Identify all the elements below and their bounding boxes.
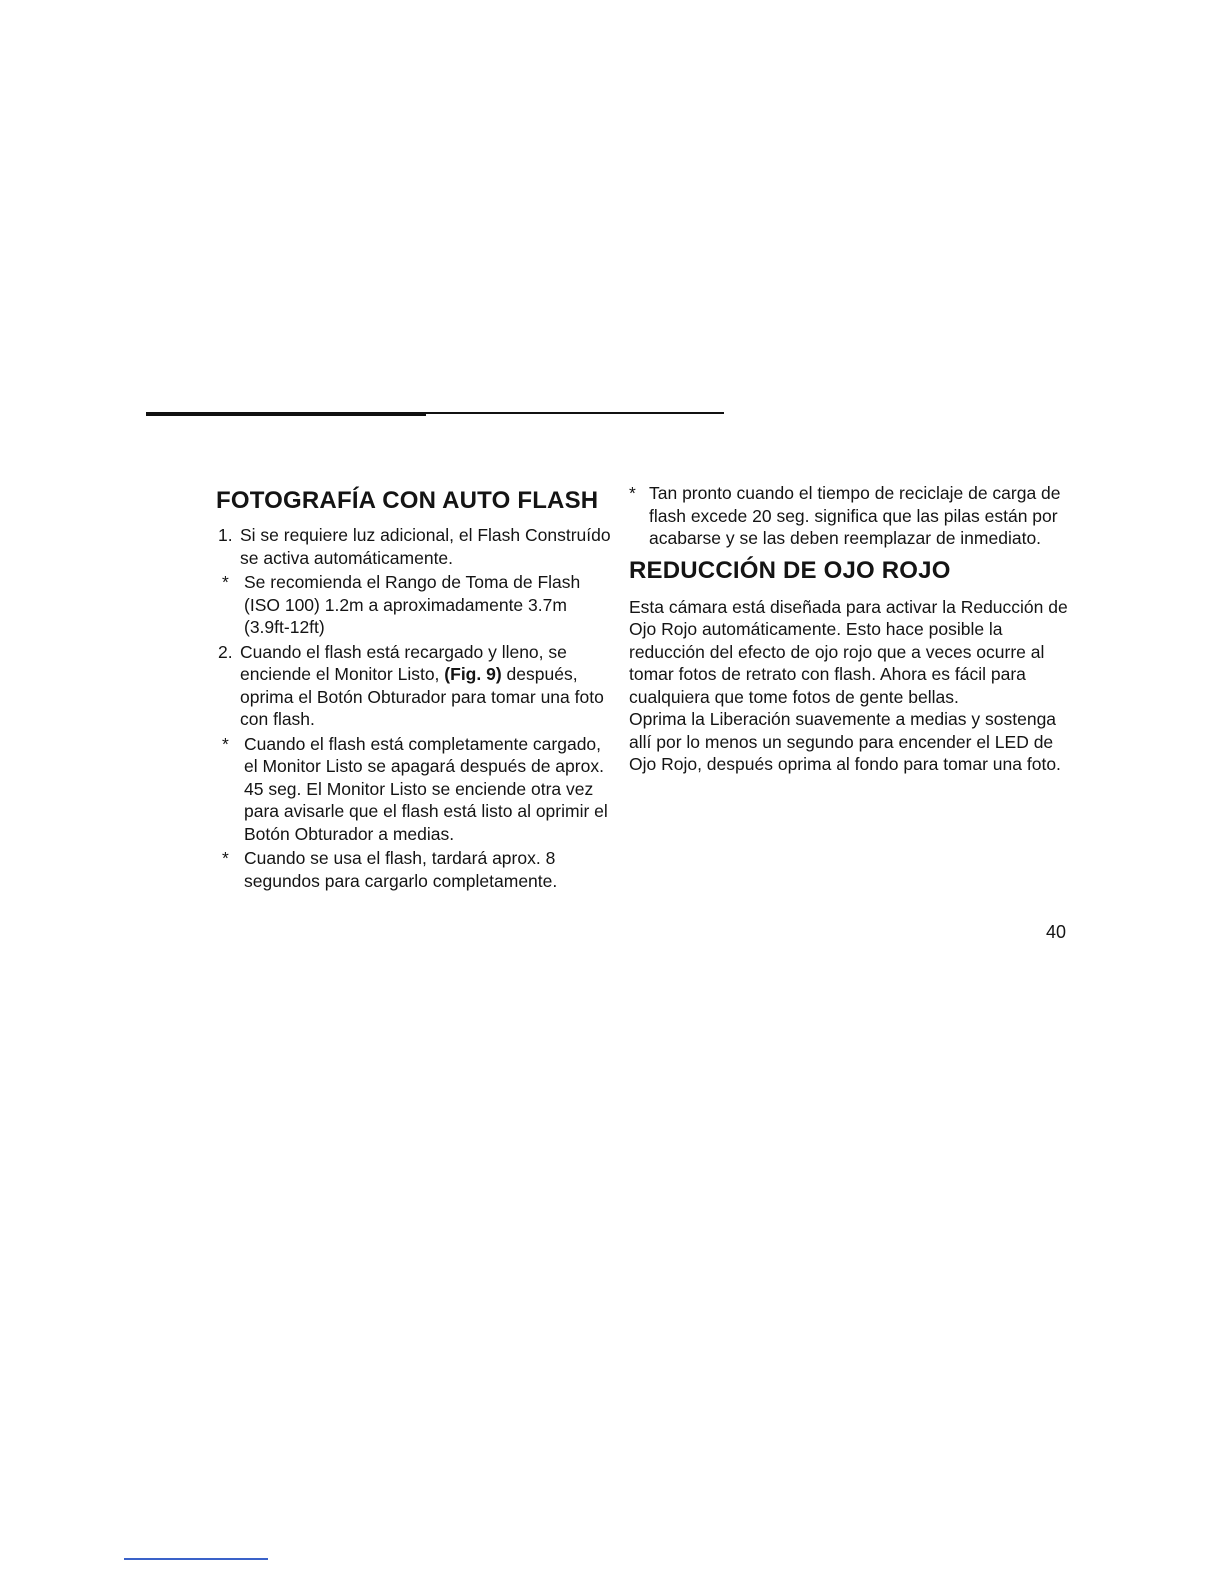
section-heading-auto-flash: FOTOGRAFÍA CON AUTO FLASH <box>216 487 599 514</box>
list-item-text: Se recomienda el Rango de Toma de Flash (ISO 100) 1.2m a aproximadamente 3.7m (3.9ft-12ft) <box>244 572 581 637</box>
list-marker: * <box>629 483 636 503</box>
list-marker: * <box>222 572 229 592</box>
list-item <box>216 524 616 569</box>
list-marker: 1. <box>218 525 233 545</box>
paragraph: Esta cámara está diseñada para activar la Reducción de Ojo Rojo automáticamente. Esto hace posible la reducción del efecto de ojo rojo que a veces ocurre al tomar fotos de retrato con flash. Ahora es fácil para cualquiera que tome fotos de gente bellas. <box>629 596 1068 707</box>
list-item-text: Cuando el flash está completamente cargado, el Monitor Listo se apagará después de aprox. 45 seg. El Monitor Listo se enciende otra vez para avisarle que el flash está listo al oprimir el Botón Obturador a medias. <box>244 733 608 844</box>
list-item <box>216 733 616 846</box>
page-number: 40 <box>1046 922 1067 942</box>
list-item-text: Cuando el flash está recargado y lleno, se enciende el Monitor Listo, <box>240 641 567 684</box>
top-rule <box>146 411 724 416</box>
list-item-text: Si se requiere luz adicional, el Flash Construído se activa automáticamente. <box>240 525 611 568</box>
list-item <box>216 847 616 892</box>
list-marker: 2. <box>218 641 233 662</box>
section-heading-red-eye: REDUCCIÓN DE OJO ROJO <box>629 556 951 584</box>
paragraph: Oprima la Liberación suavemente a medias y sostenga allí por lo menos un segundo para encender el LED de Ojo Rojo, después oprima al fondo para tomar una foto. <box>629 709 1061 774</box>
list-item-text: después, oprima el Botón Obturador para tomar una foto con flash. <box>240 664 604 729</box>
left-column <box>216 486 616 894</box>
bottom-rule <box>124 1558 268 1560</box>
figure-reference: (Fig. 9) <box>444 664 502 684</box>
right-column <box>629 482 1069 776</box>
note-text: Tan pronto cuando el tiempo de reciclaje de carga de flash excede 20 seg. significa que las pilas están por acabarse y se las deben reemplazar de inmediato. <box>649 483 1061 548</box>
list-item <box>216 571 616 639</box>
list-marker: * <box>222 733 229 754</box>
list-item <box>216 641 616 731</box>
note-item <box>629 482 1069 550</box>
list-marker: * <box>222 848 229 868</box>
list-item-text: Cuando se usa el flash, tardará aprox. 8 segundos para cargarlo completamente. <box>244 848 558 891</box>
